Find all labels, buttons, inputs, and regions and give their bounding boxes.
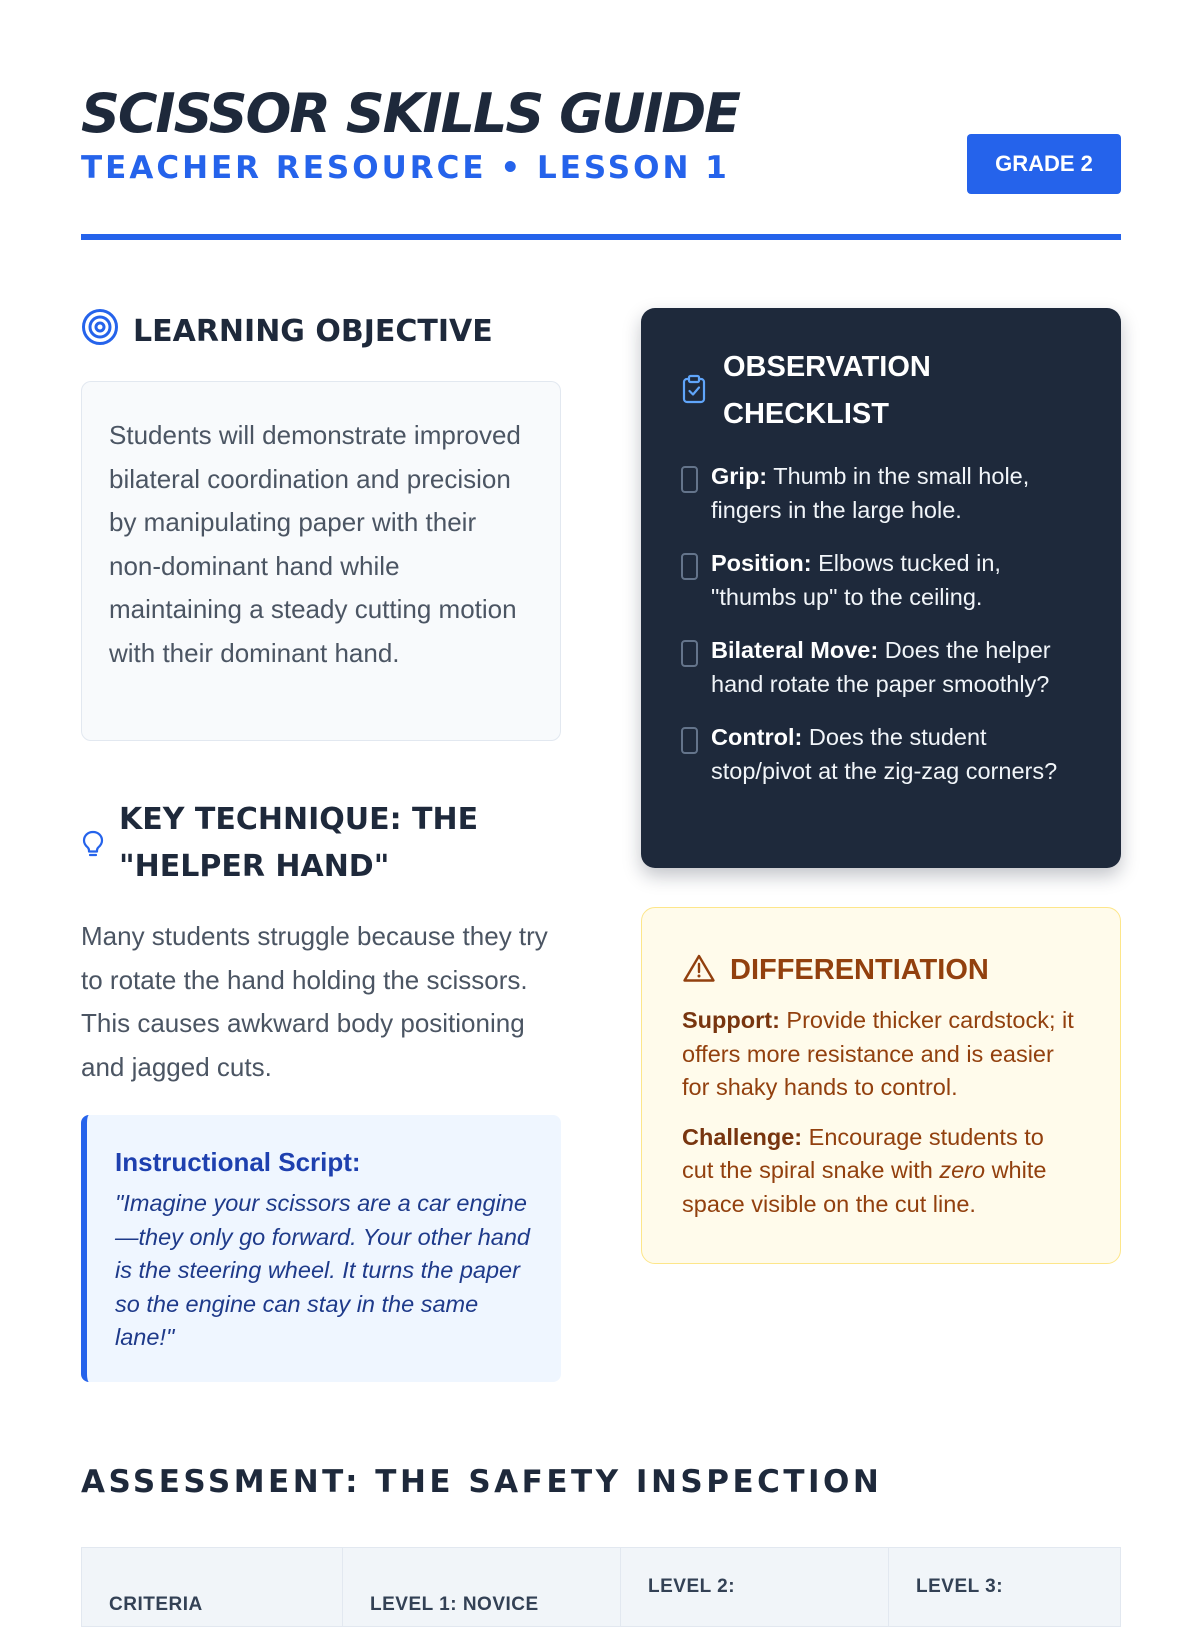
technique-heading-text: KEY TECHNIQUE: THE "HELPER HAND" (119, 802, 479, 884)
rubric-header-level-2: LEVEL 2: (621, 1548, 889, 1626)
objective-text: Students will demonstrate improved bilateral coordination and precision by manipulating paper with their non-dominant hand while maintaining a steady cutting motion with their dominant hand. (109, 420, 521, 668)
checklist-item-desc: Thumb in the small hole, fingers in the large hole. (711, 463, 1030, 523)
checklist-item (681, 460, 1081, 527)
script-title: Instructional Script: (115, 1147, 361, 1177)
checklist-items (681, 460, 1081, 788)
technique-heading (81, 796, 561, 890)
checklist-item-text (711, 721, 1081, 788)
checklist-item (681, 721, 1081, 788)
assessment-rubric-table (81, 1547, 1121, 1627)
checklist-item-text (711, 547, 1081, 614)
page-subtitle: TEACHER RESOURCE • LESSON 1 (81, 150, 730, 186)
support-text (682, 1004, 1080, 1105)
checklist-item-desc: Does the helper hand rotate the paper smoothly? (711, 637, 1051, 697)
checklist-title: OBSERVATION CHECKLIST (723, 351, 931, 430)
clipboard-check-icon (681, 374, 707, 409)
checkbox[interactable] (681, 553, 698, 580)
checklist-item-label: Grip: (711, 463, 768, 489)
grade-badge: GRADE 2 (967, 134, 1121, 194)
challenge-emphasis: zero (939, 1157, 986, 1183)
checklist-item (681, 634, 1081, 701)
checklist-item-label: Position: (711, 550, 812, 576)
checklist-item-label: Bilateral Move: (711, 637, 879, 663)
checkbox[interactable] (681, 640, 698, 667)
checkbox[interactable] (681, 727, 698, 754)
checklist-item-desc: Elbows tucked in, "thumbs up" to the ceiling. (711, 550, 1001, 610)
lightbulb-icon (81, 829, 105, 864)
objective-heading (81, 308, 493, 354)
challenge-label: Challenge: (682, 1123, 803, 1150)
objective-box (81, 381, 561, 741)
challenge-desc-post: white space visible on the cut line. (682, 1157, 1047, 1217)
differentiation-title: DIFFERENTIATION (730, 954, 989, 986)
differentiation-box (641, 907, 1121, 1264)
observation-checklist-panel (641, 308, 1121, 868)
checklist-item-text (711, 460, 1081, 527)
objective-heading-text: LEARNING OBJECTIVE (133, 313, 493, 349)
page-title: SCISSOR SKILLS GUIDE (81, 82, 740, 145)
script-quote: "Imagine your scissors are a car engine—they only go forward. Your other hand is the steering wheel. It turns the paper so the engine can stay in the same lane!" (115, 1190, 530, 1350)
technique-body: Many students struggle because they try to rotate the hand holding the scissors. This causes awkward body positioning and jagged cuts. (81, 921, 548, 1082)
checkbox[interactable] (681, 466, 698, 493)
checklist-item (681, 547, 1081, 614)
support-desc: Provide thicker cardstock; it offers more resistance and is easier for shaky hands to control. (682, 1007, 1074, 1100)
instructional-script-box (81, 1115, 561, 1382)
rubric-header-criteria: CRITERIA (82, 1548, 343, 1626)
page-header (81, 82, 1121, 242)
challenge-text (682, 1121, 1080, 1222)
rubric-header-level-1: LEVEL 1: NOVICE (343, 1548, 621, 1626)
checklist-item-text (711, 634, 1081, 701)
warning-triangle-icon (682, 953, 716, 988)
checklist-item-desc: Does the student stop/pivot at the zig-zag corners? (711, 724, 1058, 784)
target-icon (81, 308, 119, 354)
rubric-header-level-3: LEVEL 3: (916, 1576, 1004, 1597)
assessment-heading: ASSESSMENT: THE SAFETY INSPECTION (81, 1464, 883, 1500)
header-divider (81, 234, 1121, 240)
challenge-desc-pre: Encourage students to cut the spiral snake with (682, 1123, 1044, 1183)
differentiation-heading (682, 952, 1080, 988)
checklist-heading (681, 344, 1081, 438)
checklist-item-label: Control: (711, 724, 803, 750)
support-label: Support: (682, 1007, 780, 1033)
